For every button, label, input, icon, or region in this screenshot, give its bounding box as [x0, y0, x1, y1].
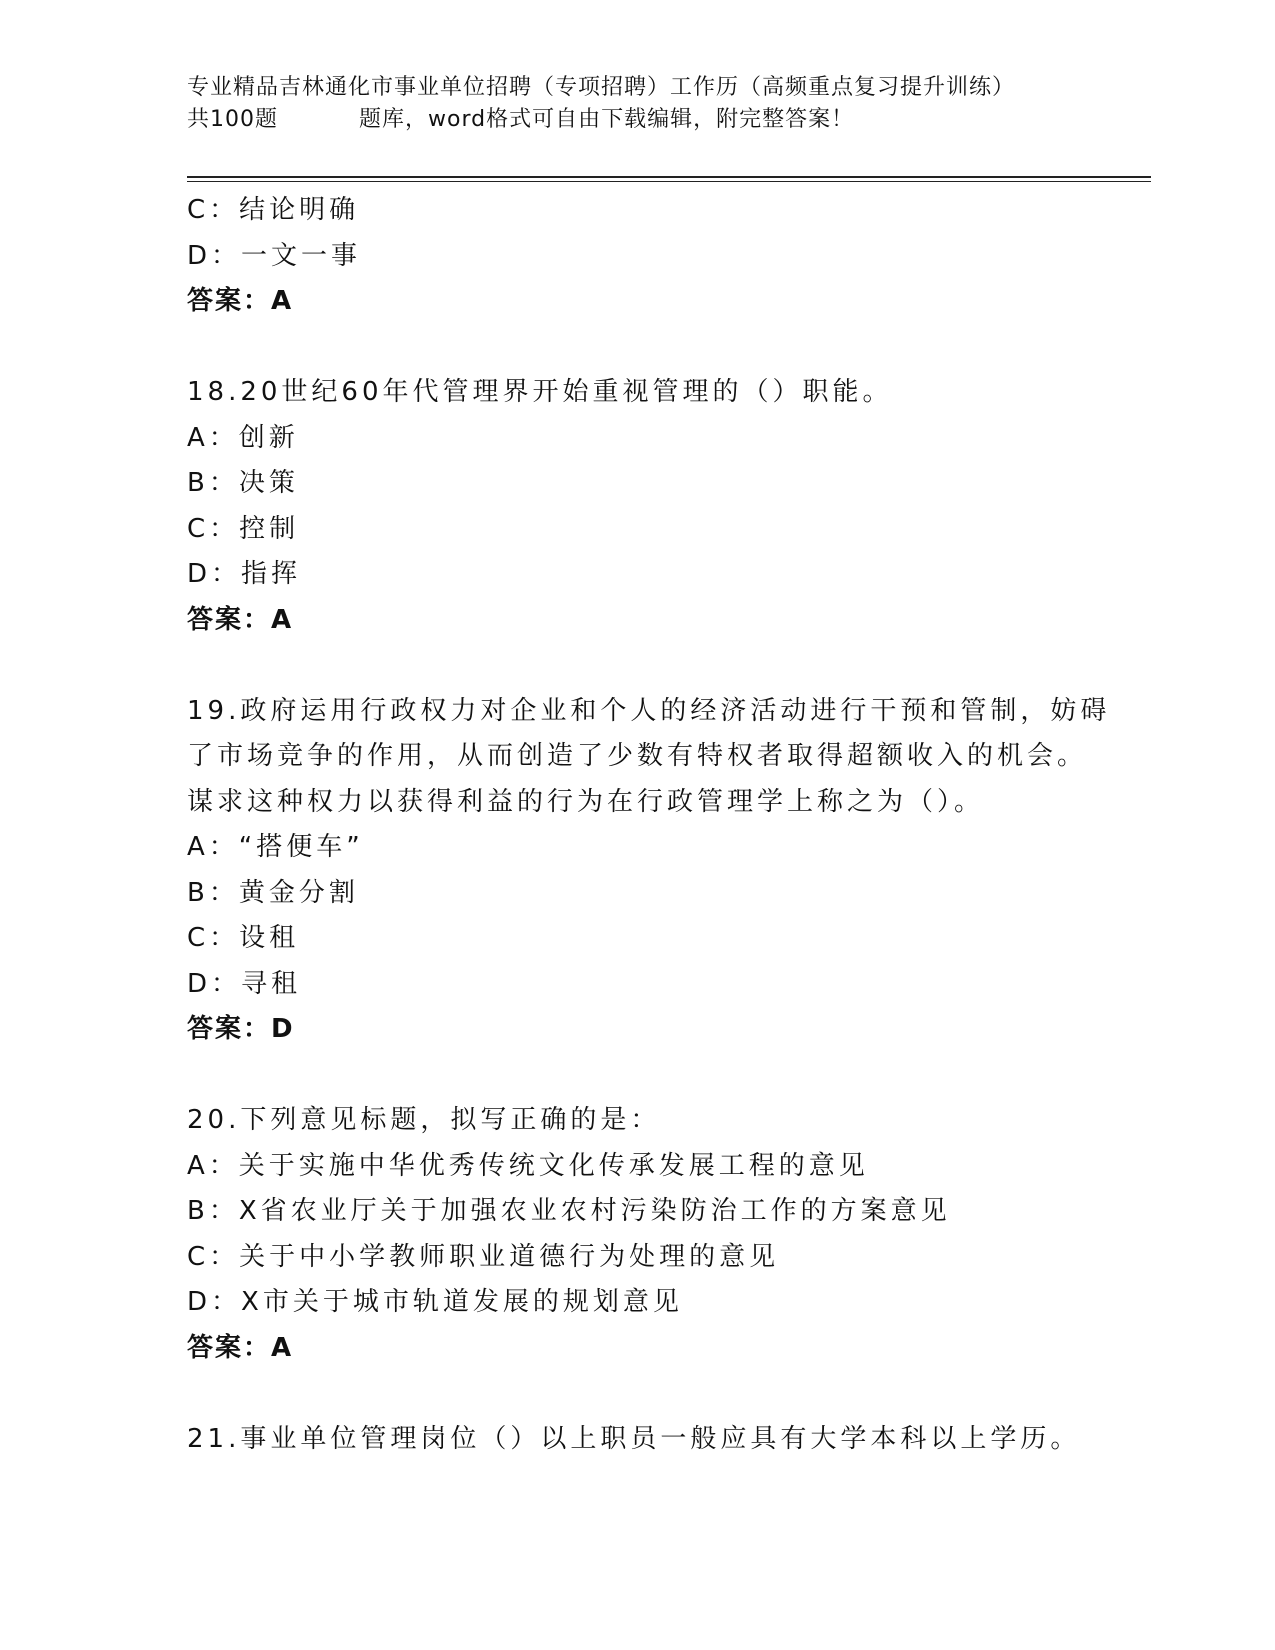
question-line: A：创新	[187, 422, 299, 453]
question-line: A：“搭便车”	[187, 832, 364, 862]
answer-line: 答案：D	[187, 1014, 295, 1044]
question-line: C：设租	[187, 923, 300, 953]
answer-line: 答案：A	[187, 286, 294, 316]
question-line: C：关于中小学教师职业道德行为处理的意见	[187, 1241, 780, 1272]
blank-line	[187, 1053, 1127, 1099]
question-line: 19.政府运用行政权力对企业和个人的经济活动进行干预和管制，妨碍	[187, 695, 1111, 726]
answer-line: 答案：A	[187, 1332, 294, 1363]
page-header	[187, 72, 1087, 136]
question-line: 18.20世纪60年代管理界开始重视管理的（）职能。	[187, 377, 893, 407]
answer-line: 答案：A	[187, 604, 294, 635]
header-title-line: 专业精品吉林通化市事业单位招聘（专项招聘）工作历（高频重点复习提升训练）	[187, 75, 1016, 100]
question-line: D：寻租	[187, 968, 302, 999]
blank-line	[187, 1371, 1127, 1417]
question-line: B：X省农业厅关于加强农业农村污染防治工作的方案意见	[187, 1196, 951, 1226]
blank-line	[187, 643, 1127, 689]
question-content	[187, 188, 1127, 1462]
question-line: B：决策	[187, 468, 299, 498]
question-line: 谋求这种权力以获得利益的行为在行政管理学上称之为（）。	[187, 786, 985, 817]
question-line: B：黄金分割	[187, 877, 359, 908]
header-divider-thin	[187, 181, 1151, 182]
header-description: 题库，word格式可自由下载编辑，附完整答案！	[359, 107, 855, 132]
question-line: D：X市关于城市轨道发展的规划意见	[187, 1287, 683, 1317]
question-count: 共100题	[187, 107, 278, 132]
question-line: 21.事业单位管理岗位（）以上职员一般应具有大学本科以上学历。	[187, 1423, 1081, 1454]
header-divider-thick	[187, 176, 1151, 178]
question-line: A：关于实施中华优秀传统文化传承发展工程的意见	[187, 1150, 869, 1181]
question-line: D：一文一事	[187, 240, 362, 271]
question-line: D：指挥	[187, 559, 302, 589]
question-line: 了市场竞争的作用，从而创造了少数有特权者取得超额收入的机会。	[187, 741, 1088, 771]
question-line: C：结论明确	[187, 195, 360, 225]
header-subtitle-line	[187, 104, 1087, 136]
blank-line	[187, 325, 1127, 371]
question-line: 20.下列意见标题，拟写正确的是：	[187, 1105, 661, 1135]
question-line: C：控制	[187, 513, 300, 544]
